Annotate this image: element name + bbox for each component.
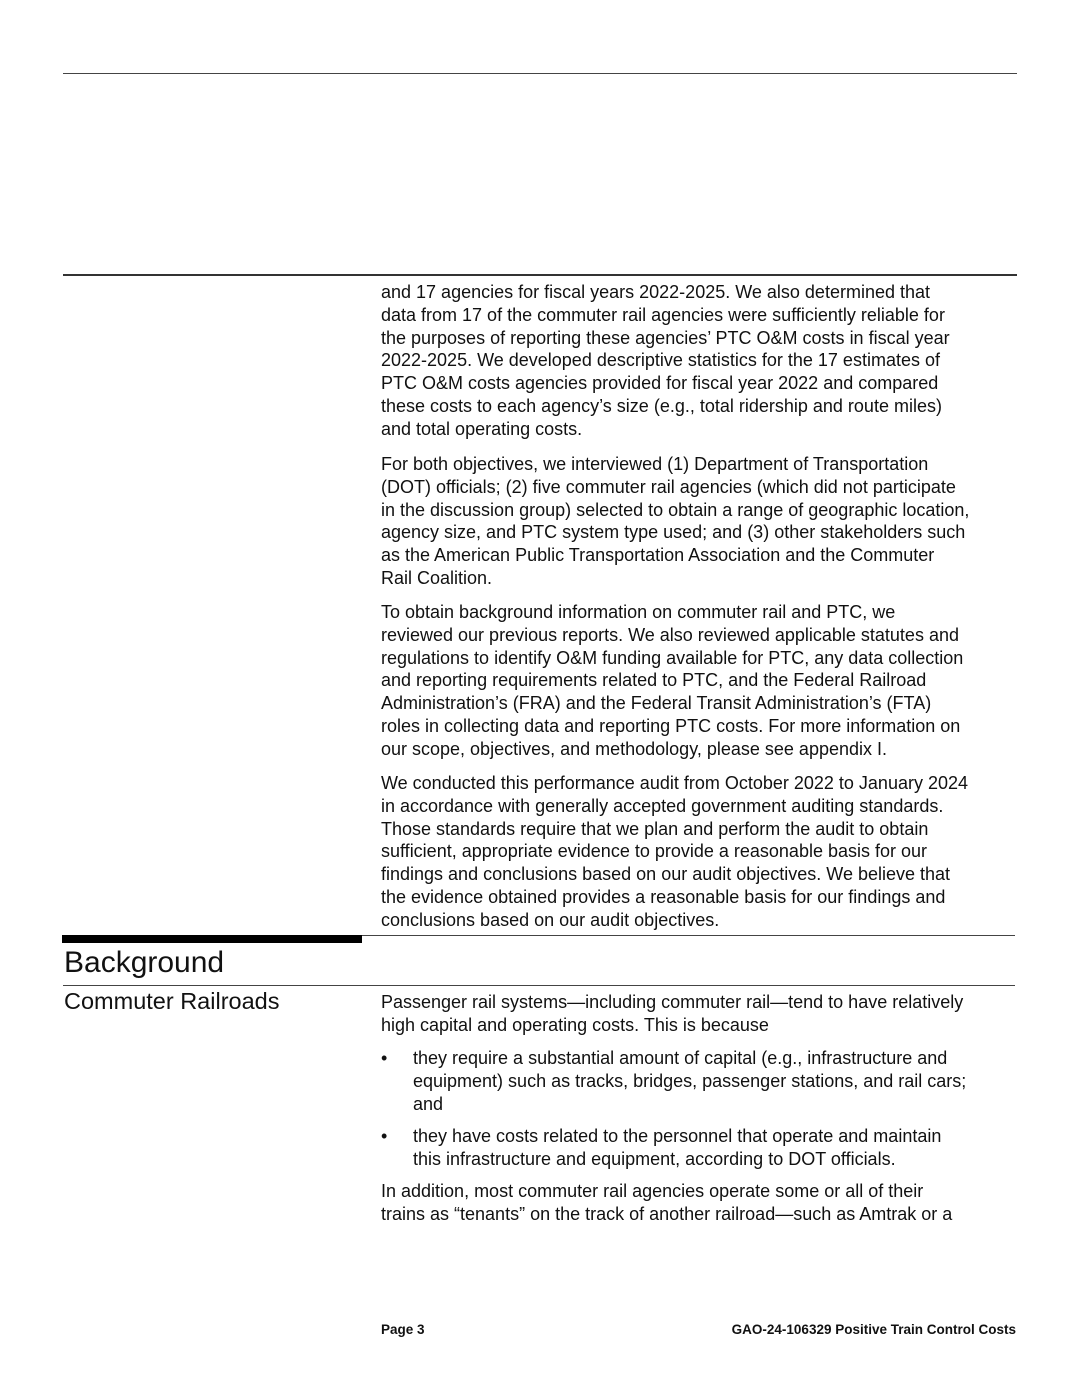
para-2 (381, 453, 969, 590)
text-line: agency size, and PTC system type used; and (3) other stakeholders such (381, 522, 966, 543)
para-4 (381, 772, 968, 932)
text-line: regulations to identify O&M funding available for PTC, any data collection (381, 647, 964, 668)
bullet-icon: • (381, 1126, 388, 1146)
text-line: data from 17 of the commuter rail agencies were sufficiently reliable for (381, 304, 945, 325)
text-line: these costs to each agency’s size (e.g., total ridership and route miles) (381, 395, 942, 416)
top-rule (63, 73, 1017, 74)
text-line: findings and conclusions based on our audit objectives. We believe that (381, 864, 951, 885)
text-line: in the discussion group) selected to obtain a range of geographic location, (381, 499, 970, 520)
text-line: as the American Public Transportation Association and the Commuter (381, 545, 935, 566)
text-line: In addition, most commuter rail agencies operate some or all of their (381, 1181, 924, 1201)
bullet-item-2 (381, 1125, 941, 1171)
subsection-heading: Commuter Railroads (64, 988, 280, 1014)
para-3 (381, 601, 963, 761)
heading-bar (62, 935, 362, 943)
text-line: this infrastructure and equipment, according to DOT officials. (413, 1148, 896, 1169)
text-line: Rail Coalition. (381, 567, 493, 588)
text-line: the purposes of reporting these agencies’ PTC O&M costs in fiscal year (381, 327, 950, 348)
text-line: high capital and operating costs. This is because (381, 1014, 769, 1035)
intro-paragraph (381, 991, 963, 1037)
text-line: trains as “tenants” on the track of another railroad—such as Amtrak or a (381, 1203, 953, 1224)
text-line: roles in collecting data and reporting PTC costs. For more information on (381, 715, 961, 736)
bullet-text (413, 1125, 941, 1171)
para-1 (381, 281, 950, 441)
text-line: and reporting requirements related to PTC, and the Federal Railroad (381, 670, 927, 691)
text-line: in accordance with generally accepted government auditing standards. (381, 795, 944, 816)
bullet-text (413, 1047, 966, 1115)
text-line: Those standards require that we plan and perform the audit to obtain (381, 818, 929, 839)
page-number: Page 3 (381, 1322, 425, 1337)
bullet-item-1 (381, 1047, 966, 1115)
text-line: and total operating costs. (381, 418, 583, 439)
text-line: To obtain background information on commuter rail and PTC, we (381, 602, 896, 622)
text-line: (DOT) officials; (2) five commuter rail agencies (which did not participate (381, 476, 956, 497)
section-heading: Background (64, 946, 225, 979)
text-line: they require a substantial amount of capital (e.g., infrastructure and (413, 1048, 948, 1068)
text-line: they have costs related to the personnel that operate and maintain (413, 1126, 942, 1146)
heading-rule (362, 935, 1015, 936)
text-line: equipment) such as tracks, bridges, passenger stations, and rail cars; (413, 1070, 967, 1091)
text-line: conclusions based on our audit objectives. (381, 909, 720, 930)
text-line: the evidence obtained provides a reasonable basis for our findings and (381, 886, 946, 907)
section-rule (63, 274, 1017, 276)
closing-paragraph (381, 1180, 952, 1226)
text-line: and (413, 1093, 444, 1114)
report-title: GAO-24-106329 Positive Train Control Costs (731, 1322, 1016, 1337)
text-line: PTC O&M costs agencies provided for fiscal year 2022 and compared (381, 373, 939, 394)
text-line: Passenger rail systems—including commuter rail—tend to have relatively (381, 992, 964, 1012)
text-line: and 17 agencies for fiscal years 2022-2025. We also determined that (381, 282, 930, 302)
text-line: Administration’s (FRA) and the Federal Transit Administration’s (FTA) (381, 693, 932, 714)
text-line: sufficient, appropriate evidence to provide a reasonable basis for our (381, 841, 928, 862)
text-line: reviewed our previous reports. We also reviewed applicable statutes and (381, 624, 959, 645)
text-line: our scope, objectives, and methodology, please see appendix I. (381, 738, 887, 759)
text-line: 2022-2025. We developed descriptive statistics for the 17 estimates of (381, 350, 940, 371)
bullet-icon: • (381, 1048, 388, 1068)
text-line: We conducted this performance audit from October 2022 to January 2024 (381, 773, 969, 793)
text-line: For both objectives, we interviewed (1) Department of Transportation (381, 454, 929, 474)
